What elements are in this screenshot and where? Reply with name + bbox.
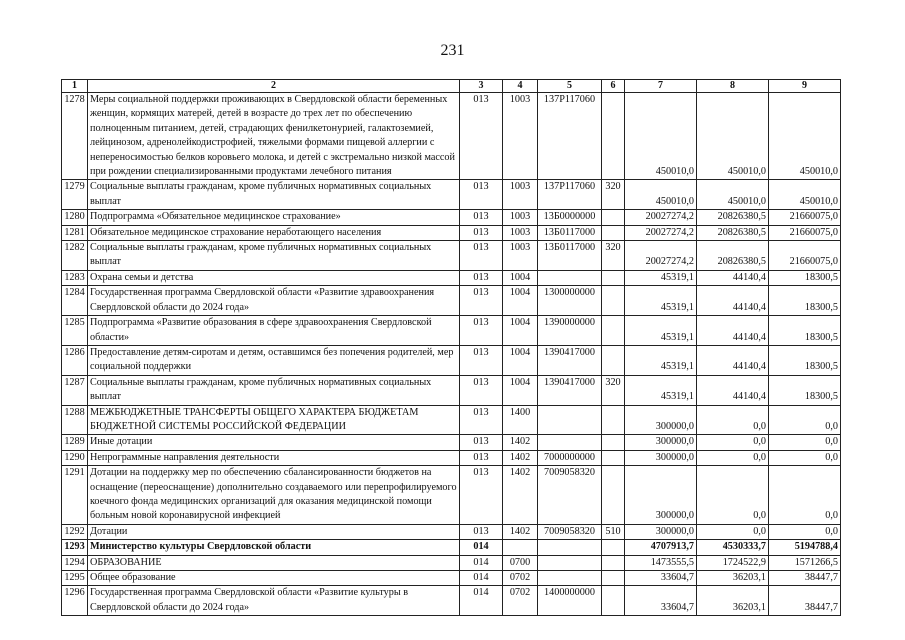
table-row: [62, 225, 841, 240]
department-code-cell: 013: [460, 345, 503, 375]
amount-year1-cell: 33604,7: [625, 571, 697, 586]
amount-year1-cell: 1473555,5: [625, 555, 697, 570]
target-article-cell: 13Б0117000: [538, 241, 602, 271]
column-header: 2: [88, 80, 460, 93]
amount-year2-cell: 20826380,5: [697, 225, 769, 240]
department-code-cell: 013: [460, 93, 503, 180]
item-name-cell: Министерство культуры Свердловской области: [88, 540, 460, 555]
expense-type-cell: 510: [602, 524, 625, 539]
amount-year3-cell: 0,0: [769, 405, 841, 435]
table-row: [62, 571, 841, 586]
amount-year1-cell: 45319,1: [625, 345, 697, 375]
page-number: 231: [440, 42, 465, 59]
table-row: [62, 555, 841, 570]
column-header: 3: [460, 80, 503, 93]
amount-year3-cell: 18300,5: [769, 345, 841, 375]
row-number-cell: 1284: [62, 286, 88, 316]
item-name-cell: Дотации на поддержку мер по обеспечению сбалансированности бюджетов на оснащение (переоснащение) дополнительно создаваемого или перепрофилируемого коечного фонда медицинских организаций для оказания медицинской помощи больным новой коронавирусной инфекцией: [88, 466, 460, 525]
target-article-cell: 7009058320: [538, 466, 602, 525]
target-article-cell: 7009058320: [538, 524, 602, 539]
target-article-cell: 7000000000: [538, 450, 602, 465]
section-code-cell: 1004: [503, 286, 538, 316]
row-number-cell: 1289: [62, 435, 88, 450]
item-name-cell: Дотации: [88, 524, 460, 539]
table-row: [62, 540, 841, 555]
table-row: [62, 450, 841, 465]
amount-year1-cell: 45319,1: [625, 375, 697, 405]
department-code-cell: 013: [460, 270, 503, 285]
row-number-cell: 1292: [62, 524, 88, 539]
section-code-cell: 1003: [503, 241, 538, 271]
budget-table: [61, 79, 841, 616]
department-code-cell: 013: [460, 435, 503, 450]
budget-table-container: [61, 79, 840, 616]
section-code-cell: 0702: [503, 571, 538, 586]
amount-year2-cell: 0,0: [697, 450, 769, 465]
item-name-cell: Непрограммные направления деятельности: [88, 450, 460, 465]
amount-year1-cell: 300000,0: [625, 435, 697, 450]
expense-type-cell: [602, 225, 625, 240]
expense-type-cell: 320: [602, 241, 625, 271]
expense-type-cell: [602, 210, 625, 225]
amount-year2-cell: 0,0: [697, 435, 769, 450]
target-article-cell: [538, 571, 602, 586]
expense-type-cell: [602, 586, 625, 616]
table-body: [62, 93, 841, 616]
column-header: 7: [625, 80, 697, 93]
target-article-cell: 1390000000: [538, 316, 602, 346]
amount-year3-cell: 18300,5: [769, 316, 841, 346]
item-name-cell: Государственная программа Свердловской области «Развитие здравоохранения Свердловской области до 2024 года»: [88, 286, 460, 316]
item-name-cell: Государственная программа Свердловской области «Развитие культуры в Свердловской области до 2024 года»: [88, 586, 460, 616]
amount-year1-cell: 300000,0: [625, 466, 697, 525]
amount-year3-cell: 0,0: [769, 466, 841, 525]
expense-type-cell: [602, 555, 625, 570]
table-row: [62, 286, 841, 316]
target-article-cell: [538, 405, 602, 435]
expense-type-cell: [602, 540, 625, 555]
amount-year3-cell: 0,0: [769, 524, 841, 539]
amount-year3-cell: 21660075,0: [769, 210, 841, 225]
expense-type-cell: [602, 345, 625, 375]
expense-type-cell: [602, 405, 625, 435]
section-code-cell: 0702: [503, 586, 538, 616]
table-row: [62, 466, 841, 525]
amount-year1-cell: 450010,0: [625, 93, 697, 180]
department-code-cell: 014: [460, 571, 503, 586]
amount-year3-cell: 38447,7: [769, 571, 841, 586]
department-code-cell: 013: [460, 466, 503, 525]
department-code-cell: 013: [460, 405, 503, 435]
row-number-cell: 1296: [62, 586, 88, 616]
amount-year2-cell: 44140,4: [697, 270, 769, 285]
row-number-cell: 1283: [62, 270, 88, 285]
target-article-cell: 137P117060: [538, 93, 602, 180]
column-header: 6: [602, 80, 625, 93]
item-name-cell: Иные дотации: [88, 435, 460, 450]
amount-year2-cell: 44140,4: [697, 375, 769, 405]
item-name-cell: Общее образование: [88, 571, 460, 586]
amount-year1-cell: 20027274,2: [625, 241, 697, 271]
amount-year3-cell: 38447,7: [769, 586, 841, 616]
section-code-cell: 1004: [503, 316, 538, 346]
amount-year1-cell: 4707913,7: [625, 540, 697, 555]
amount-year2-cell: 44140,4: [697, 345, 769, 375]
row-number-cell: 1278: [62, 93, 88, 180]
amount-year2-cell: 0,0: [697, 405, 769, 435]
target-article-cell: 13Б0117000: [538, 225, 602, 240]
target-article-cell: 1390417000: [538, 375, 602, 405]
column-header: 4: [503, 80, 538, 93]
expense-type-cell: [602, 435, 625, 450]
row-number-cell: 1295: [62, 571, 88, 586]
item-name-cell: Социальные выплаты гражданам, кроме публичных нормативных социальных выплат: [88, 375, 460, 405]
target-article-cell: 13Б0000000: [538, 210, 602, 225]
amount-year1-cell: 45319,1: [625, 316, 697, 346]
row-number-cell: 1286: [62, 345, 88, 375]
item-name-cell: Подпрограмма «Развитие образования в сфере здравоохранения Свердловской области»: [88, 316, 460, 346]
amount-year3-cell: 18300,5: [769, 375, 841, 405]
amount-year2-cell: 20826380,5: [697, 241, 769, 271]
department-code-cell: 013: [460, 180, 503, 210]
table-row: [62, 375, 841, 405]
section-code-cell: 1402: [503, 466, 538, 525]
amount-year1-cell: 450010,0: [625, 180, 697, 210]
department-code-cell: 013: [460, 524, 503, 539]
section-code-cell: 1003: [503, 93, 538, 180]
expense-type-cell: [602, 316, 625, 346]
row-number-cell: 1294: [62, 555, 88, 570]
item-name-cell: Социальные выплаты гражданам, кроме публичных нормативных социальных выплат: [88, 241, 460, 271]
amount-year1-cell: 20027274,2: [625, 225, 697, 240]
item-name-cell: Подпрограмма «Обязательное медицинское страхование»: [88, 210, 460, 225]
amount-year3-cell: 21660075,0: [769, 225, 841, 240]
target-article-cell: 1390417000: [538, 345, 602, 375]
table-row: [62, 241, 841, 271]
table-row: [62, 270, 841, 285]
item-name-cell: Социальные выплаты гражданам, кроме публичных нормативных социальных выплат: [88, 180, 460, 210]
department-code-cell: 013: [460, 210, 503, 225]
section-code-cell: [503, 540, 538, 555]
target-article-cell: [538, 435, 602, 450]
item-name-cell: Охрана семьи и детства: [88, 270, 460, 285]
department-code-cell: 013: [460, 225, 503, 240]
expense-type-cell: 320: [602, 375, 625, 405]
table-header-row: [62, 80, 841, 93]
amount-year1-cell: 45319,1: [625, 286, 697, 316]
row-number-cell: 1279: [62, 180, 88, 210]
row-number-cell: 1291: [62, 466, 88, 525]
amount-year3-cell: 18300,5: [769, 286, 841, 316]
amount-year2-cell: 0,0: [697, 466, 769, 525]
amount-year2-cell: 0,0: [697, 524, 769, 539]
section-code-cell: 1003: [503, 180, 538, 210]
section-code-cell: 1402: [503, 435, 538, 450]
expense-type-cell: 320: [602, 180, 625, 210]
table-row: [62, 405, 841, 435]
table-row: [62, 345, 841, 375]
amount-year2-cell: 44140,4: [697, 316, 769, 346]
section-code-cell: 0700: [503, 555, 538, 570]
amount-year1-cell: 20027274,2: [625, 210, 697, 225]
target-article-cell: 137P117060: [538, 180, 602, 210]
department-code-cell: 014: [460, 586, 503, 616]
target-article-cell: [538, 270, 602, 285]
item-name-cell: МЕЖБЮДЖЕТНЫЕ ТРАНСФЕРТЫ ОБЩЕГО ХАРАКТЕРА БЮДЖЕТАМ БЮДЖЕТНОЙ СИСТЕМЫ РОССИЙСКОЙ ФЕДЕРАЦИИ: [88, 405, 460, 435]
row-number-cell: 1288: [62, 405, 88, 435]
department-code-cell: 013: [460, 450, 503, 465]
row-number-cell: 1280: [62, 210, 88, 225]
column-header: 8: [697, 80, 769, 93]
expense-type-cell: [602, 270, 625, 285]
item-name-cell: Меры социальной поддержки проживающих в Свердловской области беременных женщин, кормящих матерей, детей в возрасте до трех лет по обеспечению полноценным питанием, детей, страдающих фенилкетонурией, галактоземией, лейцинозом, адренолейкодистрофией, тяжелыми формами пищевой аллергии с непереносимостью белков коровьего молока, и детей с экстремально низкой массой при рождении специализированными продуктами лечебного питания: [88, 93, 460, 180]
expense-type-cell: [602, 450, 625, 465]
amount-year3-cell: 5194788,4: [769, 540, 841, 555]
item-name-cell: ОБРАЗОВАНИЕ: [88, 555, 460, 570]
amount-year3-cell: 0,0: [769, 435, 841, 450]
section-code-cell: 1003: [503, 225, 538, 240]
section-code-cell: 1402: [503, 524, 538, 539]
amount-year1-cell: 300000,0: [625, 405, 697, 435]
table-row: [62, 210, 841, 225]
item-name-cell: Предоставление детям-сиротам и детям, оставшимся без попечения родителей, мер социальной поддержки: [88, 345, 460, 375]
table-row: [62, 316, 841, 346]
row-number-cell: 1281: [62, 225, 88, 240]
amount-year2-cell: 450010,0: [697, 180, 769, 210]
amount-year2-cell: 44140,4: [697, 286, 769, 316]
amount-year1-cell: 45319,1: [625, 270, 697, 285]
amount-year2-cell: 450010,0: [697, 93, 769, 180]
table-row: [62, 180, 841, 210]
section-code-cell: 1402: [503, 450, 538, 465]
column-header: 1: [62, 80, 88, 93]
target-article-cell: [538, 540, 602, 555]
amount-year1-cell: 300000,0: [625, 450, 697, 465]
column-header: 5: [538, 80, 602, 93]
table-row: [62, 93, 841, 180]
expense-type-cell: [602, 571, 625, 586]
amount-year2-cell: 20826380,5: [697, 210, 769, 225]
section-code-cell: 1004: [503, 270, 538, 285]
table-row: [62, 435, 841, 450]
row-number-cell: 1285: [62, 316, 88, 346]
row-number-cell: 1282: [62, 241, 88, 271]
section-code-cell: 1400: [503, 405, 538, 435]
amount-year3-cell: 18300,5: [769, 270, 841, 285]
row-number-cell: 1290: [62, 450, 88, 465]
amount-year2-cell: 4530333,7: [697, 540, 769, 555]
table-row: [62, 524, 841, 539]
amount-year2-cell: 36203,1: [697, 586, 769, 616]
target-article-cell: 1300000000: [538, 286, 602, 316]
department-code-cell: 013: [460, 241, 503, 271]
item-name-cell: Обязательное медицинское страхование неработающего населения: [88, 225, 460, 240]
section-code-cell: 1003: [503, 210, 538, 225]
department-code-cell: 014: [460, 555, 503, 570]
row-number-cell: 1287: [62, 375, 88, 405]
section-code-cell: 1004: [503, 345, 538, 375]
department-code-cell: 013: [460, 316, 503, 346]
amount-year3-cell: 21660075,0: [769, 241, 841, 271]
amount-year2-cell: 36203,1: [697, 571, 769, 586]
department-code-cell: 013: [460, 375, 503, 405]
amount-year3-cell: 450010,0: [769, 93, 841, 180]
table-row: [62, 586, 841, 616]
department-code-cell: 013: [460, 286, 503, 316]
amount-year1-cell: 300000,0: [625, 524, 697, 539]
target-article-cell: [538, 555, 602, 570]
amount-year3-cell: 0,0: [769, 450, 841, 465]
column-header: 9: [769, 80, 841, 93]
amount-year1-cell: 33604,7: [625, 586, 697, 616]
row-number-cell: 1293: [62, 540, 88, 555]
amount-year2-cell: 1724522,9: [697, 555, 769, 570]
expense-type-cell: [602, 286, 625, 316]
expense-type-cell: [602, 93, 625, 180]
department-code-cell: 014: [460, 540, 503, 555]
expense-type-cell: [602, 466, 625, 525]
target-article-cell: 1400000000: [538, 586, 602, 616]
amount-year3-cell: 1571266,5: [769, 555, 841, 570]
amount-year3-cell: 450010,0: [769, 180, 841, 210]
section-code-cell: 1004: [503, 375, 538, 405]
